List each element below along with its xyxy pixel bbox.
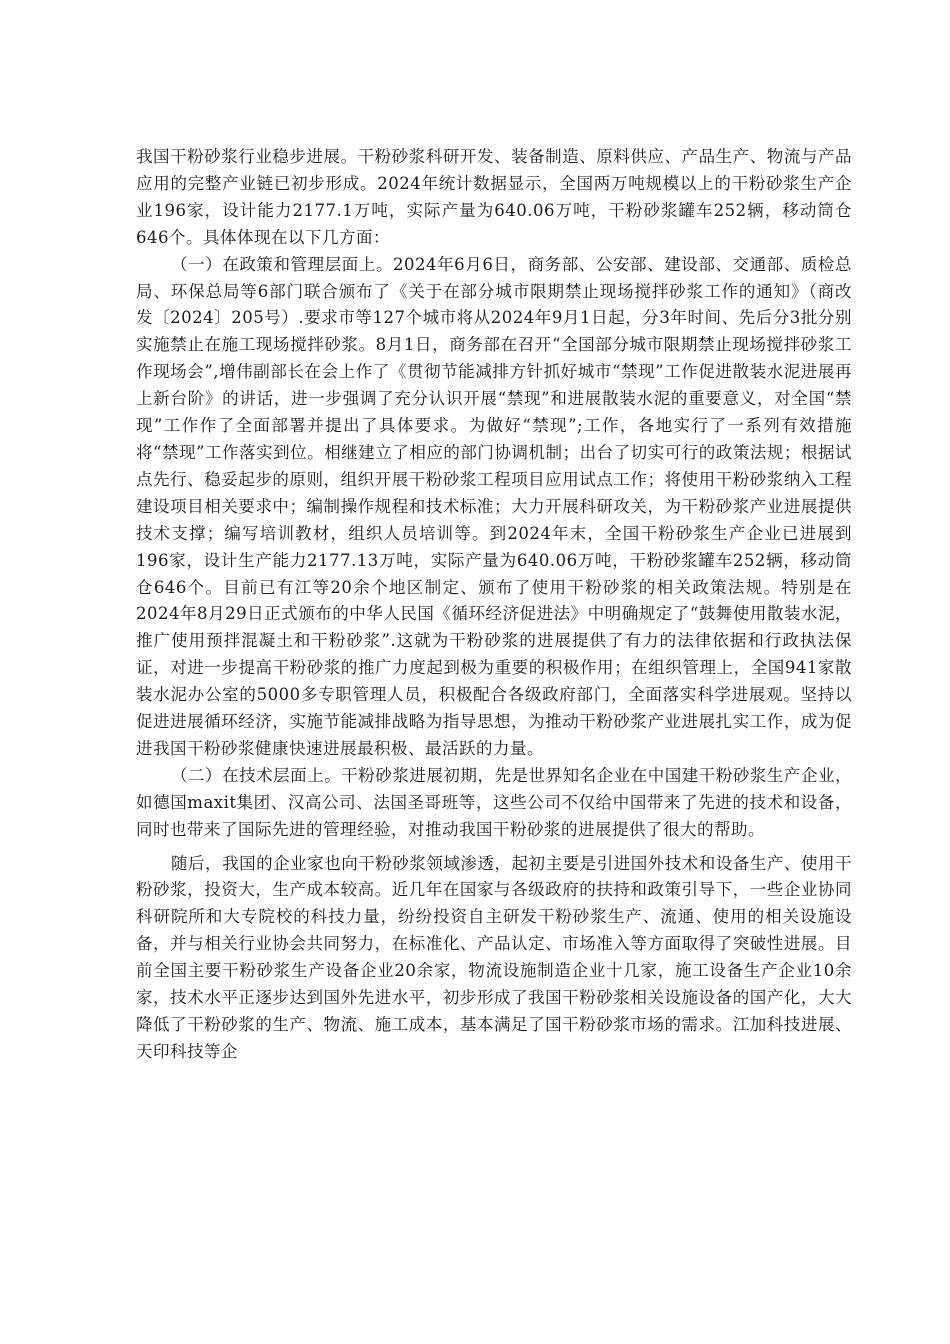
- paragraph-policy: （一）在政策和管理层面上。2024年6月6日，商务部、公安部、建设部、交通部、质检总局、环保总局等6部门联合颁布了《关于在部分城市限期禁止现场搅拌砂浆工作的通知》（商改发〔2024〕205号）.要求市等127个城市将从2024年9月1日起，分3年时间、先后分3批分别实施禁止在施工现场搅拌砂浆。8月1日，商务部在召开“全国部分城市限期禁止现场搅拌砂浆工作现场会”,增伟副部长在会上作了《贯彻节能减排方针抓好城市“禁现”工作促进散装水泥进展再上新台阶》的讲话，进一步强调了充分认识开展“禁现”和进展散装水泥的重要意义，对全国“禁现”工作作了全面部署并提出了具体要求。为做好“禁现”;工作，各地实行了一系列有效措施将“禁现”工作落实到位。相继建立了相应的部门协调机制；出台了切实可行的政策法规；根据试点先行、稳妥起步的原则，组织开展干粉砂浆工程项目应用试点工作；将使用干粉砂浆纳入工程建设项目相关要求中；编制操作规程和技术标准；大力开展科研攻关，为干粉砂浆产业进展提供技术支撑；编写培训教材，组织人员培训等。到2024年末，全国干粉砂浆生产企业已进展到196家，设计生产能力2177.13万吨，实际产量为640.06万吨，干粉砂浆罐车252辆，移动筒仓646个。目前已有江等20余个地区制定、颁布了使用干粉砂浆的相关政策法规。特别是在2024年8月29日正式颁布的中华人民国《循环经济促进法》中明确规定了“鼓舞使用散装水泥，推广使用预拌混凝土和干粉砂浆”.这就为干粉砂浆的进展提供了有力的法律依据和行政执法保证，对进一步提高干粉砂浆的推广力度起到极为重要的积极作用；在组织管理上，全国941家散装水泥办公室的5000多专职管理人员，积极配合各级政府部门，全面落实科学进展观。坚持以促进进展循环经济，实施节能减排战略为指导思想，为推动干粉砂浆产业进展扎实工作，成为促进我国干粉砂浆健康快速进展最积极、最活跃的力量。: [136, 254, 852, 758]
- paragraph-intro: 我国干粉砂浆行业稳步进展。干粉砂浆科研开发、装备制造、原料供应、产品生产、物流与产品应用的完整产业链已初步形成。2024年统计数据显示，全国两万吨规模以上的干粉砂浆生产企业196家，设计能力2177.1万吨，实际产量为640.06万吨，干粉砂浆罐车252辆，移动筒仓646个。具体体现在以下几方面：: [136, 147, 852, 247]
- paragraph-domestic: 随后，我国的企业家也向干粉砂浆领域渗透，起初主要是引进国外技术和设备生产、使用干粉砂浆，投资大，生产成本较高。近几年在国家与各级政府的扶持和政策引导下，一些企业协同科研院所和大专院校的科技力量，纷纷投资自主研发干粉砂浆生产、流通、使用的相关设施设备，并与相关行业协会共同努力，在标准化、产品认定、市场准入等方面取得了突破性进展。目前全国主要干粉砂浆生产设备企业20余家，物流设施制造企业十几家，施工设备生产企业10余家，技术水平正逐步达到国外先进水平，初步形成了我国干粉砂浆相关设施设备的国产化，大大降低了干粉砂浆的生产、物流、施工成本，基本满足了国干粉砂浆市场的需求。江加科技进展、天印科技等企: [136, 853, 852, 1061]
- document-body: [136, 144, 852, 1066]
- paragraph-technology: （二）在技术层面上。干粉砂浆进展初期，先是世界知名企业在中国建干粉砂浆生产企业，如德国maxit集团、汉高公司、法国圣哥班等，这些公司不仅给中国带来了先进的技术和设备，同时也带来了国际先进的管理经验，对推动我国干粉砂浆的进展提供了很大的帮助。: [136, 765, 852, 839]
